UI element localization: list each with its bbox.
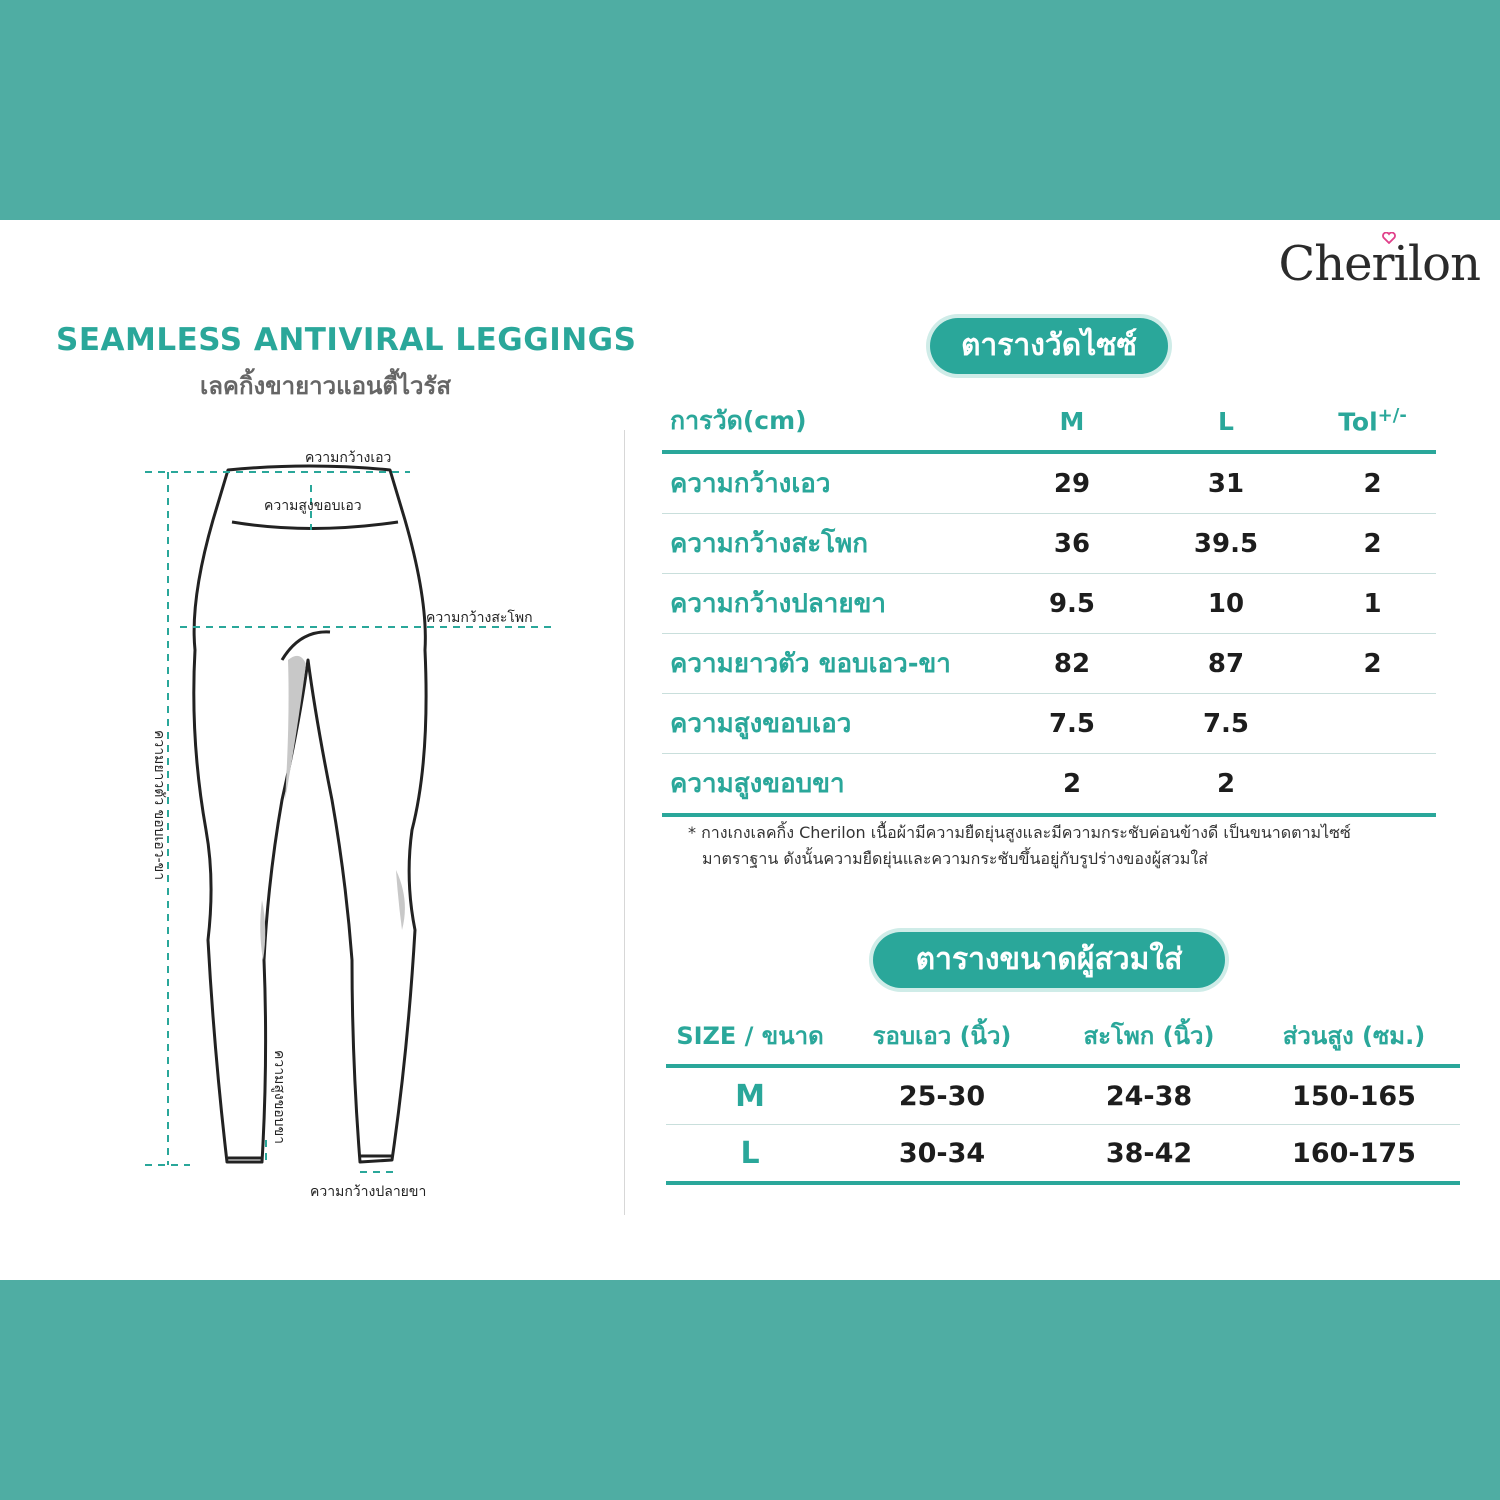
col-header: M <box>1001 392 1143 452</box>
col-header: สะโพก (นิ้ว) <box>1050 1006 1248 1066</box>
product-title-th: เลคกิ้งขายาวแอนตี้ไวรัส <box>200 372 452 400</box>
table-row: L 30-34 38-42 160-175 <box>666 1125 1460 1184</box>
table-row: ความกว้างปลายขา 9.5 10 1 <box>662 574 1436 634</box>
col-header: รอบเอว (นิ้ว) <box>834 1006 1050 1066</box>
size-chart-table <box>662 392 1436 817</box>
leggings-diagram <box>0 0 640 1260</box>
leggings-outline <box>194 466 426 1162</box>
size-note <box>688 820 1428 872</box>
col-header: SIZE / ขนาด <box>666 1006 834 1066</box>
table-row: M 25-30 24-38 150-165 <box>666 1066 1460 1125</box>
size-chart-title: ตารางวัดไซซ์ <box>930 318 1168 374</box>
table-row: ความสูงขอบขา 2 2 <box>662 754 1436 816</box>
col-header: L <box>1143 392 1309 452</box>
wearer-chart-title: ตารางขนาดผู้สวมใส่ <box>873 932 1225 988</box>
col-header: ส่วนสูง (ซม.) <box>1248 1006 1460 1066</box>
table-header-row <box>662 392 1436 452</box>
note-line-1: * กางเกงเลคกิ้ง Cherilon เนื้อผ้ามีความยืดยุ่นสูงและมีความกระชับค่อนข้างดี เป็นขนาดตามไซซ์ <box>688 823 1351 842</box>
label-body-length: ความยาวตัว ขอบเอว-ขา <box>151 730 167 881</box>
col-header-tol: Tol+/- <box>1309 392 1436 452</box>
col-header: การวัด(cm) <box>662 392 1001 452</box>
note-line-2: มาตราฐาน ดังนั้นความยืดยุ่นและความกระชับขึ้นอยู่กับรูปร่างของผู้สวมใส่ <box>702 849 1208 868</box>
heart-icon <box>1382 232 1396 244</box>
brand-name: Cherilon <box>1278 236 1480 292</box>
bottom-band <box>0 1280 1500 1500</box>
label-waistband-height: ความสูงขอบเอว <box>264 498 362 514</box>
table-row: ความกว้างสะโพก 36 39.5 2 <box>662 514 1436 574</box>
inner-shade <box>285 656 306 800</box>
table-row: ความยาวตัว ขอบเอว-ขา 82 87 2 <box>662 634 1436 694</box>
wearer-chart-table <box>666 1006 1460 1185</box>
label-leg-band-height: ความสูงขอบขา <box>271 1050 287 1144</box>
label-hip-width: ความกว้างสะโพก <box>426 610 533 626</box>
crotch-seam <box>282 632 330 660</box>
knee-shade-right <box>396 870 405 930</box>
table-row: ความสูงขอบเอว 7.5 7.5 <box>662 694 1436 754</box>
product-title-en: SEAMLESS ANTIVIRAL LEGGINGS <box>56 322 637 358</box>
waistband-line <box>232 522 398 529</box>
brand-logo <box>1278 236 1480 292</box>
label-waist-width: ความกว้างเอว <box>305 450 392 466</box>
table-header-row <box>666 1006 1460 1066</box>
label-leg-opening-width: ความกว้างปลายขา <box>310 1184 427 1200</box>
table-row: ความกว้างเอว 29 31 2 <box>662 452 1436 514</box>
